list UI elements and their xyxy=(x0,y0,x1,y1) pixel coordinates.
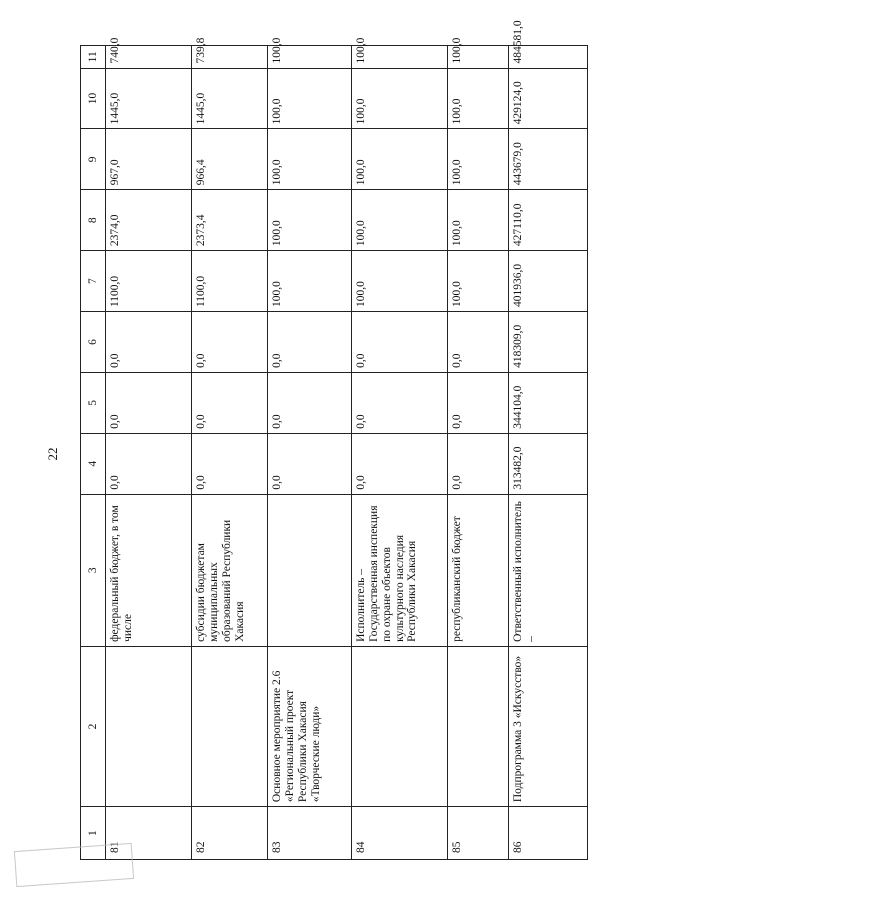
value-cell: 418309,0 xyxy=(509,312,588,373)
value-cell: 100,0 xyxy=(447,251,508,312)
value-cell: 0,0 xyxy=(351,372,447,433)
measure-name xyxy=(351,646,447,806)
table-row xyxy=(351,46,447,860)
value-cell: 2373,4 xyxy=(192,190,268,251)
funding-source: федеральный бюджет, в том числе xyxy=(106,494,192,646)
measure-name xyxy=(106,646,192,806)
value-cell: 401936,0 xyxy=(509,251,588,312)
value-cell: 0,0 xyxy=(447,433,508,494)
value-cell: 0,0 xyxy=(268,312,352,373)
page-number: 22 xyxy=(45,447,60,461)
column-header: 4 xyxy=(81,433,106,494)
value-cell: 100,0 xyxy=(351,129,447,190)
value-cell: 100,0 xyxy=(447,46,508,69)
value-cell: 0,0 xyxy=(268,433,352,494)
value-cell: 0,0 xyxy=(106,312,192,373)
measure-name: Основное мероприятие 2.6 «Региональный проект Республики Хакасия «Творческие люди» xyxy=(268,646,352,806)
row-number: 86 xyxy=(509,807,588,860)
column-header: 2 xyxy=(81,646,106,806)
value-cell: 739,8 xyxy=(192,46,268,69)
value-cell: 100,0 xyxy=(268,190,352,251)
measure-name xyxy=(447,646,508,806)
value-cell: 313482,0 xyxy=(509,433,588,494)
table-row xyxy=(447,46,508,860)
budget-table xyxy=(80,20,588,860)
row-number: 82 xyxy=(192,807,268,860)
row-number: 81 xyxy=(106,807,192,860)
column-header: 10 xyxy=(81,68,106,129)
value-cell: 740,0 xyxy=(106,46,192,69)
value-cell: 100,0 xyxy=(268,68,352,129)
value-cell: 0,0 xyxy=(351,312,447,373)
funding-source xyxy=(268,494,352,646)
value-cell: 429124,0 xyxy=(509,68,588,129)
value-cell: 100,0 xyxy=(351,68,447,129)
value-cell: 0,0 xyxy=(192,433,268,494)
funding-source: республиканский бюджет xyxy=(447,494,508,646)
value-cell: 0,0 xyxy=(447,312,508,373)
row-number: 85 xyxy=(447,807,508,860)
table-row xyxy=(268,46,352,860)
column-header: 11 xyxy=(81,46,106,69)
table-wrapper xyxy=(80,20,895,853)
value-cell: 1445,0 xyxy=(106,68,192,129)
value-cell: 0,0 xyxy=(106,372,192,433)
value-cell: 344104,0 xyxy=(509,372,588,433)
column-header: 8 xyxy=(81,190,106,251)
value-cell: 0,0 xyxy=(447,372,508,433)
value-cell: 967,0 xyxy=(106,129,192,190)
value-cell: 427110,0 xyxy=(509,190,588,251)
column-header: 3 xyxy=(81,494,106,646)
value-cell: 443679,0 xyxy=(509,129,588,190)
value-cell: 100,0 xyxy=(447,129,508,190)
value-cell: 0,0 xyxy=(192,312,268,373)
value-cell: 0,0 xyxy=(192,372,268,433)
value-cell: 484581,0 xyxy=(509,46,588,69)
value-cell: 100,0 xyxy=(351,251,447,312)
header-row xyxy=(81,46,106,860)
funding-source: Исполнитель – Государственная инспекция по охране объектов культурного наследия Республики Хакасия xyxy=(351,494,447,646)
value-cell: 2374,0 xyxy=(106,190,192,251)
column-header: 9 xyxy=(81,129,106,190)
table-row xyxy=(192,46,268,860)
value-cell: 100,0 xyxy=(447,68,508,129)
row-number: 84 xyxy=(351,807,447,860)
value-cell: 100,0 xyxy=(268,46,352,69)
value-cell: 0,0 xyxy=(351,433,447,494)
value-cell: 100,0 xyxy=(351,190,447,251)
value-cell: 100,0 xyxy=(268,251,352,312)
value-cell: 0,0 xyxy=(106,433,192,494)
value-cell: 0,0 xyxy=(268,372,352,433)
column-header: 7 xyxy=(81,251,106,312)
measure-name: Подпрограмма 3 «Искусство» xyxy=(509,646,588,806)
table-row xyxy=(106,46,192,860)
value-cell: 100,0 xyxy=(268,129,352,190)
column-header: 6 xyxy=(81,312,106,373)
value-cell: 100,0 xyxy=(351,46,447,69)
funding-source: субсидии бюджетам муниципальных образований Республики Хакасия xyxy=(192,494,268,646)
value-cell: 1445,0 xyxy=(192,68,268,129)
measure-name xyxy=(192,646,268,806)
table-row xyxy=(509,46,588,860)
funding-source: Ответственный исполнитель – xyxy=(509,494,588,646)
column-header: 5 xyxy=(81,372,106,433)
value-cell: 1100,0 xyxy=(192,251,268,312)
value-cell: 100,0 xyxy=(447,190,508,251)
column-header: 1 xyxy=(81,807,106,860)
row-number: 83 xyxy=(268,807,352,860)
value-cell: 1100,0 xyxy=(106,251,192,312)
stamp xyxy=(14,843,134,887)
value-cell: 966,4 xyxy=(192,129,268,190)
